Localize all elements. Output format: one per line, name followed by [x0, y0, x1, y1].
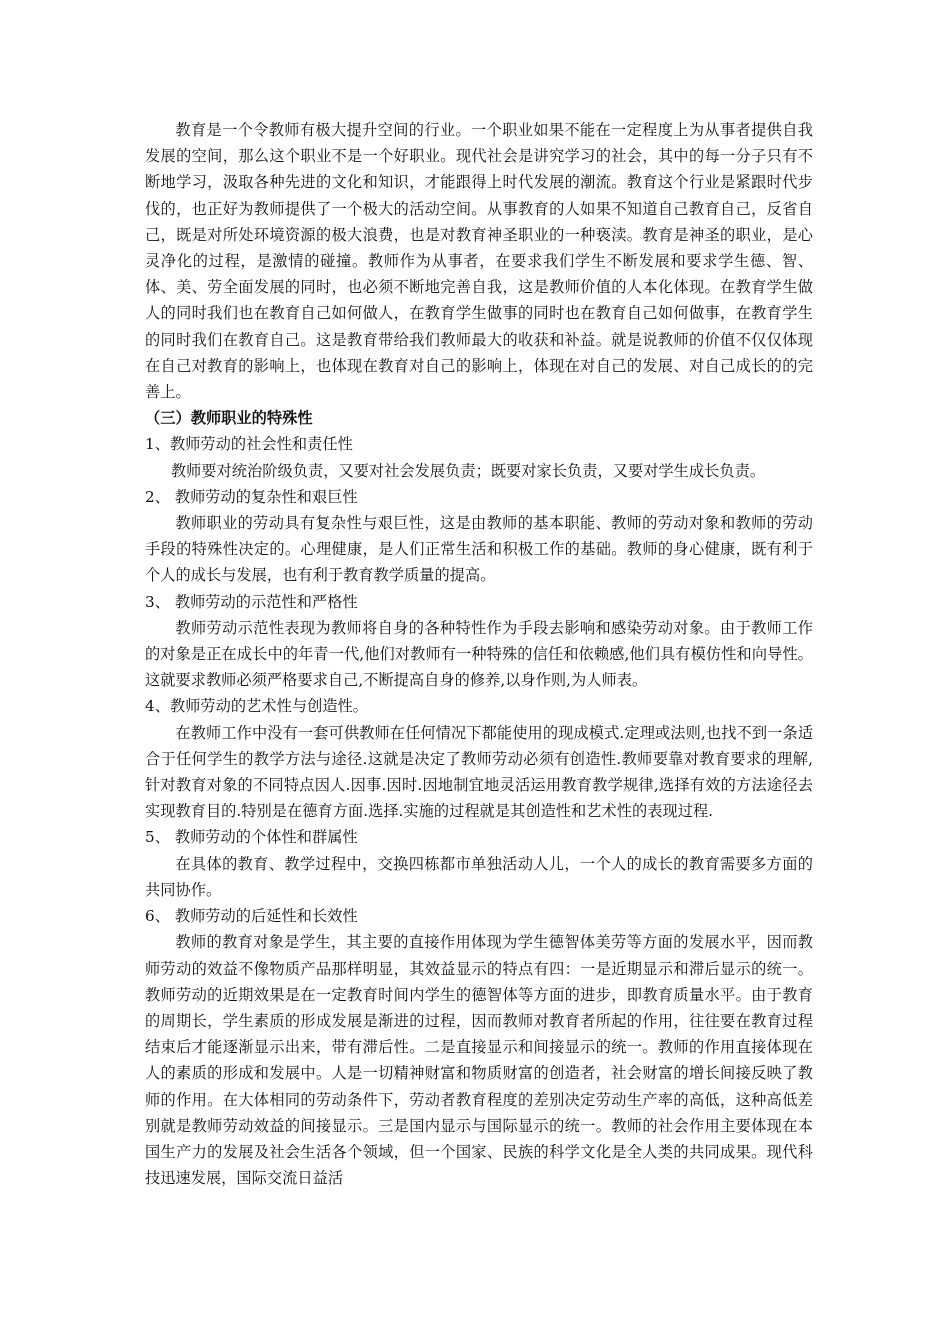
- item-heading-1: 1、教师劳动的社会性和责任性: [145, 435, 353, 454]
- item-heading-2: 2、 教师劳动的复杂性和艰巨性: [145, 487, 358, 506]
- item-body-2: 教师职业的劳动具有复杂性与艰巨性，这是由教师的基本职能、教师的劳动对象和教师的劳动手段的特殊性决定的。心理健康，是人们正常生活和积极工作的基础。教师的身心健康，既有利于个人的成长与发展，也有利于教育教学质量的提高。: [145, 514, 813, 585]
- item-body-5: 在具体的教育、教学过程中，交换四栋都市单独活动人儿，一个人的成长的教育需要多方面的共同协作。: [145, 854, 813, 899]
- item-heading-3: 3、 教师劳动的示范性和严格性: [145, 592, 358, 611]
- item-body-3: 教师劳动示范性表现为教师将自身的各种特性作为手段去影响和感染劳动对象。由于教师工作的对象是正在成长中的年青一代,他们对教师有一种特殊的信任和依赖感,他们具有模仿性和向导性。这就要求教师必须严格要求自己,不断提高自身的修养,以身作则,为人师表。: [145, 618, 813, 690]
- item-body-6: 教师的教育对象是学生，其主要的直接作用体现为学生德智体美劳等方面的发展水平，因而教师劳动的效益不像物质产品那样明显，其效益显示的特点有四：一是近期显示和滞后显示的统一。教师劳动的近期效果是在一定教育时间内学生的德智体等方面的进步，即教育质量水平。由于教育的周期长，学生素质的形成发展是渐进的过程，因而教师对教育者所起的作用，往往要在教育过程结束后才能逐渐显示出来，带有滞后性。二是直接显示和间接显示的统一。教师的作用直接体现在人的素质的形成和发展中。人是一切精神财富和物质财富的创造者，社会财富的增长间接反映了教师的作用。在大体相同的劳动条件下，劳动者教育程度的差别决定劳动生产率的高低，这种高低差别就是教师劳动效益的间接显示。三是国内显示与国际显示的统一。教师的社会作用主要体现在本国生产力的发展及社会生活各个领域，但一个国家、民族的科学文化是全人类的共同成果。现代科技迅速发展，国际交流日益活: [145, 933, 813, 1188]
- item-body-1: 教师要对统治阶级负责，又要对社会发展负责；既要对家长负责，又要对学生成长负责。: [170, 461, 766, 480]
- item-body-4: 在教师工作中没有一套可供教师在任何情况下都能使用的现成模式.定理或法则,也找不到一条适合于任何学生的教学方法与途径.这就是决定了教师劳动必须有创造性.教师要靠对教育要求的理解,针对教育对象的不同特点因人.因事.因时.因地制宜地灵活运用教育教学规律,选择有效的方法途径去实现教育目的.特别是在德育方面.选择.实施的过程就是其创造性和艺术性的表现过程.: [145, 723, 813, 821]
- item-heading-5: 5、 教师劳动的个体性和群属性: [145, 828, 358, 847]
- document-page: [145, 117, 813, 1191]
- item-heading-4: 4、教师劳动的艺术性与创造性。: [145, 697, 369, 716]
- section-title: （三）教师职业的特殊性: [145, 409, 313, 428]
- item-heading-6: 6、 教师劳动的后延性和长效性: [145, 907, 358, 926]
- intro-paragraph: 教育是一个令教师有极大提升空间的行业。一个职业如果不能在一定程度上为从事者提供自我发展的空间，那么这个职业不是一个好职业。现代社会是讲究学习的社会，其中的每一分子只有不断地学习，汲取各种先进的文化和知识，才能跟得上时代发展的潮流。教育这个行业是紧跟时代步伐的，也正好为教师提供了一个极大的活动空间。从事教育的人如果不知道自己教育自己，反省自己，既是对所处环境资源的极大浪费，也是对教育神圣职业的一种亵渎。教育是神圣的职业，是心灵净化的过程，是激情的碰撞。教师作为从事者，在要求我们学生不断发展和要求学生德、智、体、美、劳全面发展的同时，也必须不断地完善自我，这是教师价值的人本化体现。在教育学生做人的同时我们也在教育自己如何做人，在教育学生做事的同时也在教育自己如何做事，在教育学生的同时我们在教育自己。这是教育带给我们教师最大的收获和补益。就是说教师的价值不仅仅体现在自己对教育的影响上，也体现在教育对自己的影响上，体现在对自己的发展、对自己成长的的完善上。: [145, 121, 813, 402]
